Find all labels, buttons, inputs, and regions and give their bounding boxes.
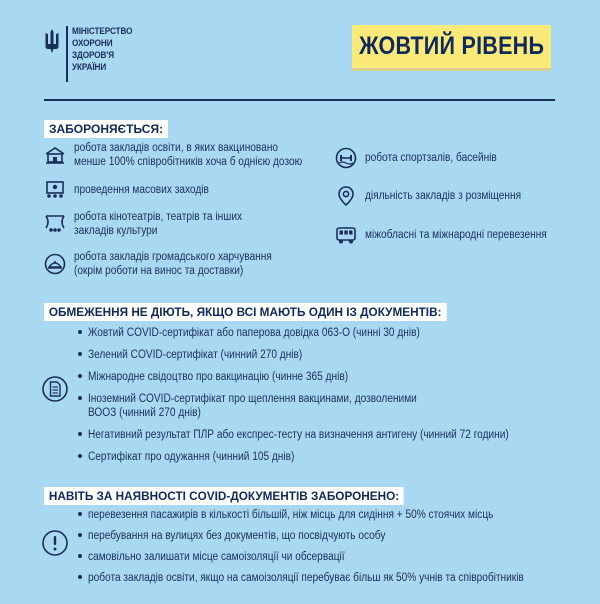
list-item: [78, 529, 583, 543]
item-text: менше 100% співробітників хоча б однією дозою: [74, 156, 303, 168]
exceptions-list: [78, 326, 566, 464]
always-prohibited-heading: [44, 487, 404, 505]
food-service-icon: [44, 253, 66, 275]
list-item: [78, 326, 566, 340]
item-text: робота закладів освіти, якщо на самоізоляції перебуває більш як 50% учнів та співробітників: [88, 572, 524, 584]
item-text: робота закладів освіти, в яких вакциновано: [74, 142, 279, 154]
gym-icon: [335, 147, 357, 169]
list-item: [78, 428, 566, 442]
item-text: перевезення пасажирів в кількості більшій, ніж місць для сидіння + 50% стоячих місць: [88, 509, 494, 521]
bus-icon: [335, 224, 357, 246]
item-text: Сертифікат про одужання (чинний 105 днів): [88, 451, 295, 463]
list-item: [335, 185, 542, 207]
document-icon: [42, 376, 68, 402]
prohibited-heading: [44, 120, 168, 138]
always-prohibited-heading-text: НАВІТЬ ЗА НАЯВНОСТІ COVID-ДОКУМЕНТІВ ЗАБОРОНЕНО:: [48, 489, 400, 503]
item-text: робота кінотеатрів, театрів та інших: [74, 211, 243, 223]
ministry-logo: [44, 26, 164, 86]
item-text: діяльність закладів з розміщення: [365, 190, 522, 202]
item-text: робота закладів громадського харчування: [74, 251, 272, 263]
item-text: Іноземний COVID-сертифікат про щеплення вакцинами, дозволеними: [88, 393, 417, 405]
ministry-name: [72, 26, 132, 74]
list-item: [78, 550, 583, 564]
item-text: Негативний результат ПЛР або експрес-тесту на визначення антигену (чинний 72 години): [88, 429, 509, 441]
item-text: перебування на вулицях без документів, що посвідчують особу: [88, 530, 386, 542]
exceptions-heading: [44, 303, 446, 321]
list-item: [44, 179, 227, 201]
presentation-icon: [44, 179, 66, 201]
school-icon: [44, 144, 66, 166]
list-item: [78, 571, 583, 585]
item-text: міжобласні та міжнародні перевезення: [365, 229, 547, 241]
list-item: [44, 210, 265, 238]
divider: [44, 99, 555, 101]
list-item: [78, 392, 566, 420]
list-item: [44, 250, 299, 278]
item-text: (окрім роботи на винос та доставки): [74, 265, 244, 277]
location-pin-icon: [335, 185, 357, 207]
exceptions-heading-text: ОБМЕЖЕННЯ НЕ ДІЮТЬ, ЯКЩО ВСІ МАЮТЬ ОДИН ІЗ ДОКУМЕНТІВ:: [48, 305, 442, 319]
list-item: [44, 141, 333, 169]
ministry-line: ЗДОРОВ'Я: [72, 50, 115, 61]
prohibited-heading-text: ЗАБОРОНЯЄТЬСЯ:: [49, 122, 164, 136]
list-item: [78, 508, 583, 522]
item-text: проведення масових заходів: [74, 184, 209, 196]
level-badge-label: ЖОВТИЙ РІВЕНЬ: [358, 32, 545, 60]
item-text: закладів культури: [74, 225, 158, 237]
item-text: самовільно залишати місце самоізоляції чи обсервації: [88, 551, 345, 563]
theater-icon: [44, 213, 66, 235]
ministry-line: УКРАЇНИ: [72, 62, 107, 73]
list-item: [335, 147, 515, 169]
list-item: [78, 450, 566, 464]
item-text: робота спортзалів, басейнів: [365, 152, 497, 164]
item-text: Міжнародне свідоцтво про вакцинацію (чинне 365 днів): [88, 371, 349, 383]
list-item: [335, 224, 572, 246]
item-text: ВООЗ (чинний 270 днів): [88, 407, 201, 419]
level-badge: [352, 25, 551, 71]
list-item: [78, 348, 566, 362]
list-item: [78, 370, 566, 384]
warning-icon: [42, 530, 68, 556]
trident-icon: [44, 28, 60, 54]
item-text: Жовтий COVID-сертифікат або паперова довідка 063-О (чинні 30 днів): [88, 327, 420, 339]
ministry-line: МІНІСТЕРСТВО: [72, 26, 133, 37]
always-prohibited-list: [78, 508, 583, 585]
item-text: Зелений COVID-сертифікат (чинний 270 днів): [88, 349, 303, 361]
ministry-line: ОХОРОНИ: [72, 38, 113, 49]
